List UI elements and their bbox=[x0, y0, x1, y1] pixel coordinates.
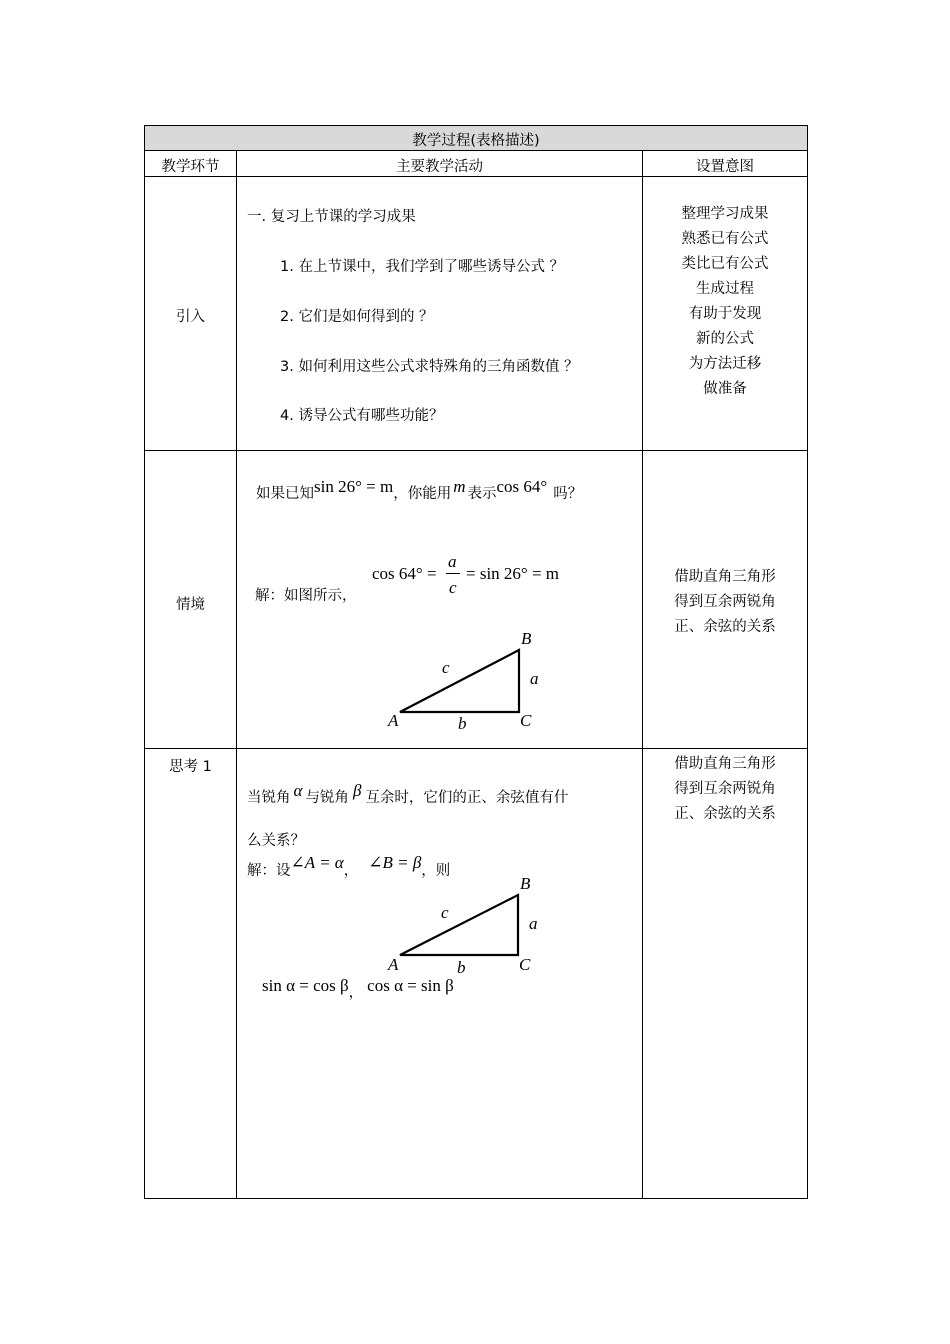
review-item: 3. 如何利用这些公式求特殊角的三角函数值 ？ bbox=[280, 359, 579, 375]
purpose-line: 得到互余两锐角 bbox=[674, 781, 776, 797]
purpose-line: 得到互余两锐角 bbox=[674, 594, 776, 610]
vertex-b: B bbox=[520, 874, 531, 893]
question-text: 与锐角 bbox=[305, 790, 349, 806]
review-item: 1. 在上节课中，我们学到了哪些诱导公式 ？ bbox=[280, 259, 565, 275]
question-text: 互余时，它们的正、余弦值有什 bbox=[365, 790, 569, 806]
purpose-line: 做准备 bbox=[703, 381, 747, 397]
fraction-numerator: a bbox=[448, 552, 457, 571]
table-divider bbox=[144, 150, 808, 151]
purpose-line: 正、余弦的关系 bbox=[674, 619, 776, 635]
vertex-b: B bbox=[521, 629, 532, 648]
fraction-denominator: c bbox=[449, 578, 457, 597]
math-beta: β bbox=[352, 781, 362, 800]
stage-scenario: 情境 bbox=[176, 597, 205, 613]
math-alpha: α bbox=[293, 781, 303, 800]
table-border-bottom bbox=[144, 1198, 808, 1199]
side-c-label: c bbox=[442, 658, 450, 677]
question-text: ，你能用 bbox=[393, 486, 452, 502]
right-triangle bbox=[400, 650, 519, 712]
math-cos64-left: cos 64° = bbox=[372, 564, 437, 583]
side-a-label: a bbox=[529, 914, 538, 933]
purpose-line: 生成过程 bbox=[696, 281, 754, 297]
table-divider bbox=[144, 450, 808, 451]
math-sin-alpha: sin α = cos β bbox=[262, 976, 349, 995]
purpose-intro bbox=[643, 202, 807, 402]
math-result: = sin 26° = m bbox=[466, 564, 560, 583]
think-question bbox=[247, 780, 569, 806]
question-line2: 么关系？ bbox=[247, 833, 305, 849]
table-title: 教学过程(表格描述) bbox=[412, 133, 540, 149]
purpose-line: 有助于发现 bbox=[688, 306, 762, 322]
solution-label: 解：如图所示， bbox=[255, 588, 357, 604]
review-item: 2. 它们是如何得到的 ？ bbox=[280, 309, 434, 325]
solution-text: ，则 bbox=[421, 863, 451, 879]
right-triangle bbox=[400, 895, 518, 955]
header-activity: 主要教学活动 bbox=[396, 159, 483, 175]
purpose-line: 熟悉已有公式 bbox=[681, 231, 769, 247]
purpose-scenario bbox=[643, 565, 807, 640]
math-angle-b: ∠B = β bbox=[368, 853, 422, 872]
solution-text: ， bbox=[343, 863, 359, 879]
triangle-figure bbox=[380, 870, 550, 978]
think-result bbox=[262, 975, 454, 1001]
side-c-label: c bbox=[441, 903, 449, 922]
purpose-line: 整理学习成果 bbox=[681, 206, 769, 222]
stage-intro: 引入 bbox=[176, 309, 205, 325]
math-m: m bbox=[453, 477, 466, 496]
review-heading: 一. 复习上节课的学习成果 bbox=[247, 209, 416, 225]
table-border-right bbox=[807, 125, 808, 1199]
header-stage: 教学环节 bbox=[161, 159, 220, 175]
purpose-line: 类比已有公式 bbox=[681, 256, 769, 272]
vertex-a: A bbox=[388, 955, 399, 974]
purpose-line: 新的公式 bbox=[696, 331, 754, 347]
question-text: 表示 bbox=[467, 486, 497, 502]
side-b-label: b bbox=[458, 714, 467, 733]
purpose-think bbox=[643, 752, 807, 827]
header-purpose: 设置意图 bbox=[696, 159, 754, 175]
vertex-c: C bbox=[520, 711, 532, 730]
math-sin26: sin 26° = m bbox=[314, 477, 394, 496]
purpose-line: 为方法迁移 bbox=[688, 356, 762, 372]
table-border-left bbox=[144, 125, 145, 1199]
question-text: 如果已知 bbox=[256, 486, 314, 502]
column-divider bbox=[236, 150, 237, 1199]
purpose-line: 借助直角三角形 bbox=[674, 569, 776, 585]
purpose-line: 正、余弦的关系 bbox=[674, 806, 776, 822]
solution-text: 解：设 bbox=[247, 863, 291, 879]
stage-think: 思考 1 bbox=[169, 759, 212, 775]
triangle-figure bbox=[380, 626, 550, 734]
math-cos64: cos 64° bbox=[496, 477, 548, 496]
table-divider bbox=[144, 176, 808, 177]
math-angle-a: ∠A = α bbox=[290, 853, 344, 872]
result-separator: ， bbox=[348, 985, 364, 1001]
math-cos-alpha: cos α = sin β bbox=[367, 976, 454, 995]
scenario-question bbox=[256, 476, 583, 502]
vertex-c: C bbox=[519, 955, 531, 974]
review-item: 4. 诱导公式有哪些功能？ bbox=[280, 408, 444, 424]
side-b-label: b bbox=[457, 958, 466, 977]
table-border-top bbox=[144, 125, 808, 126]
purpose-line: 借助直角三角形 bbox=[674, 756, 776, 772]
table-divider bbox=[144, 748, 808, 749]
question-text: 当锐角 bbox=[247, 790, 291, 806]
side-a-label: a bbox=[530, 669, 539, 688]
question-text: 吗？ bbox=[553, 486, 583, 502]
fraction-bar bbox=[446, 573, 460, 574]
vertex-a: A bbox=[388, 711, 399, 730]
